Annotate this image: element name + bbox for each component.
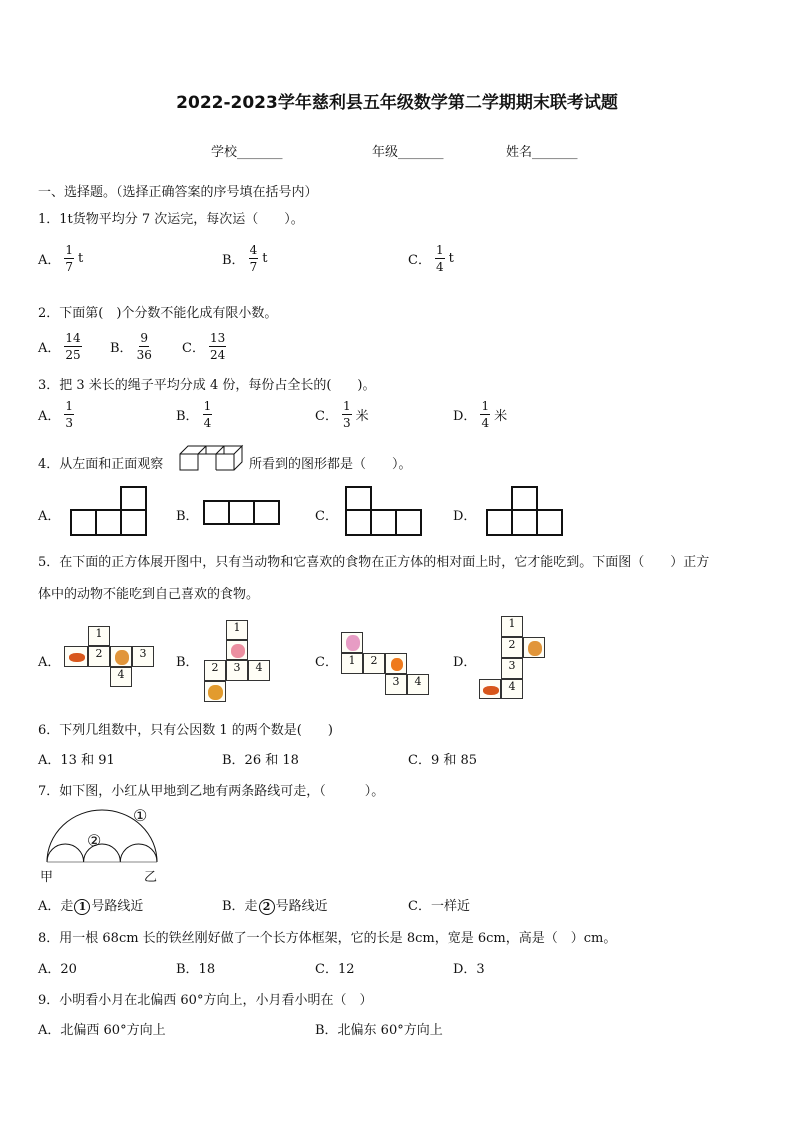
net-cell-3: 3 (501, 658, 523, 679)
q1-option-b (222, 244, 267, 273)
square (253, 500, 280, 525)
start-point-label: 甲 (40, 870, 54, 885)
cube-stack-figure (178, 442, 246, 472)
route-1-label: ① (133, 806, 148, 825)
denominator: 7 (249, 260, 258, 274)
option-suffix: 号路线近 (91, 899, 144, 914)
square (395, 509, 422, 536)
square (95, 509, 122, 536)
q7-option-a (38, 895, 143, 915)
net-cell-4: 4 (501, 679, 523, 699)
numerator: 1 (342, 399, 351, 413)
fraction (342, 400, 352, 429)
numerator: 4 (249, 243, 258, 257)
square (536, 509, 563, 536)
denominator: 4 (435, 260, 444, 274)
denominator: 4 (203, 416, 212, 430)
section-heading: 一、选择题。（选择正确答案的序号填在括号内） (38, 185, 318, 200)
numerator: 14 (65, 331, 81, 345)
option-label: D． (453, 409, 477, 424)
option-label: B． (110, 341, 133, 356)
square (486, 509, 513, 536)
net-cell-cat (523, 637, 545, 658)
unit: 米 (355, 409, 369, 424)
fish-icon (483, 686, 499, 695)
q3-option-d (453, 400, 507, 429)
denominator: 3 (342, 416, 351, 430)
q4-option-b-label: B． (176, 509, 199, 524)
unit: 米 (494, 409, 508, 424)
q9-option-b: B．北偏东 60°方向上 (315, 1023, 443, 1038)
carrot-icon (391, 658, 403, 671)
q7-option-c: C．一样近 (408, 899, 470, 914)
net-cell-1: 1 (88, 626, 110, 646)
q9-option-a: A．北偏西 60°方向上 (38, 1023, 166, 1038)
q2-stem: 2．下面第( )个分数不能化成有限小数。 (38, 306, 278, 321)
q8-option-b: B．18 (176, 962, 216, 977)
numerator: 1 (203, 399, 212, 413)
denominator: 3 (65, 416, 74, 430)
net-cell-4: 4 (407, 674, 429, 695)
fraction (137, 332, 152, 361)
square (345, 486, 372, 511)
square (203, 500, 230, 525)
denominator: 25 (65, 348, 81, 362)
q6-option-c: C．9 和 85 (408, 753, 478, 768)
q4-option-d-label: D． (453, 509, 477, 524)
q5-option-b-label: B． (176, 655, 199, 670)
net-cell-3: 3 (385, 674, 407, 695)
school-field: 学校_______ (211, 145, 283, 160)
q4-option-a-label: A． (38, 509, 61, 524)
square (370, 509, 397, 536)
square (345, 509, 372, 536)
net-cell-2: 2 (204, 660, 226, 681)
fraction (64, 332, 81, 361)
q6-option-a: A．13 和 91 (38, 753, 115, 768)
unit: t (448, 251, 454, 266)
peach-icon (231, 644, 245, 658)
fraction (64, 244, 74, 273)
cat-icon (528, 641, 542, 656)
square (120, 509, 147, 536)
square (70, 509, 97, 536)
fraction (435, 244, 445, 273)
net-cell-3: 3 (226, 660, 248, 681)
net-cell-monkey (204, 681, 226, 702)
circled-number: 1 (74, 899, 90, 915)
net-cell-fish (479, 679, 501, 699)
q3-option-a (38, 400, 74, 429)
fish-icon (69, 653, 85, 662)
route-2-label: ② (87, 831, 102, 850)
numerator: 1 (481, 399, 490, 413)
q8-option-d: D．3 (453, 962, 485, 977)
end-point-label: 乙 (144, 870, 158, 885)
square (511, 509, 538, 536)
q7-stem: 7．如下图，小红从甲地到乙地有两条路线可走，（ ）。 (38, 784, 385, 799)
option-label: A． (38, 253, 61, 268)
option-label: B． (222, 253, 245, 268)
q1-option-c (408, 244, 454, 273)
q3-option-b (176, 400, 212, 429)
net-cell-4: 4 (248, 660, 270, 681)
square (511, 486, 538, 511)
q2-option-b (110, 332, 152, 361)
fraction (480, 400, 490, 429)
denominator: 4 (481, 416, 490, 430)
fraction (64, 400, 74, 429)
option-label: B． (176, 409, 199, 424)
q5-stem-line1: 5．在下面的正方体展开图中，只有当动物和它喜欢的食物在正方体的相对面上时，它才能吃到。下面图（ ）正方 (38, 555, 710, 570)
q5-stem-line2: 体中的动物不能吃到自己喜欢的食物。 (38, 587, 260, 602)
q2-option-a (38, 332, 82, 361)
net-cell-4: 4 (110, 667, 132, 687)
q8-option-c: C．12 (315, 962, 355, 977)
q6-stem: 6．下列几组数中，只有公因数 1 的两个数是( ) (38, 723, 333, 738)
square (120, 486, 147, 511)
net-cell-peach (226, 640, 248, 660)
net-cell-1: 1 (226, 620, 248, 640)
fraction (209, 332, 226, 361)
net-cell-rabbit (341, 632, 363, 653)
monkey-icon (208, 685, 223, 700)
net-cell-3: 3 (132, 646, 154, 667)
denominator: 24 (209, 348, 226, 362)
q5-option-a-label: A． (38, 655, 61, 670)
option-prefix: B．走 (222, 899, 258, 914)
q8-option-a: A．20 (38, 962, 77, 977)
option-suffix: 号路线近 (275, 899, 328, 914)
square (228, 500, 255, 525)
fraction (203, 400, 213, 429)
net-cell-2: 2 (88, 646, 110, 667)
numerator: 1 (435, 243, 444, 257)
page-title: 2022-2023学年慈利县五年级数学第二学期期末联考试题 (176, 93, 618, 113)
q3-option-c (315, 400, 369, 429)
option-label: C． (315, 409, 338, 424)
unit: t (262, 251, 268, 266)
q7-option-b (222, 895, 328, 915)
net-cell-fish (64, 646, 88, 667)
denominator: 36 (136, 348, 152, 362)
rabbit-icon (346, 635, 360, 651)
option-prefix: A．走 (38, 899, 74, 914)
option-label: A． (38, 341, 61, 356)
net-cell-2: 2 (363, 653, 385, 674)
option-label: A． (38, 409, 61, 424)
q4-stem-part1: 4．从左面和正面观察 (38, 457, 164, 472)
q4-stem-part2: 所看到的图形都是（ ）。 (249, 457, 412, 472)
q9-stem: 9．小明看小月在北偏西 60°方向上，小月看小明在（ ） (38, 993, 373, 1008)
q3-stem: 3．把 3 米长的绳子平均分成 4 份，每份占全长的( )。 (38, 378, 376, 393)
net-cell-2: 2 (501, 637, 523, 658)
net-cell-1: 1 (501, 616, 523, 637)
grade-field: 年级_______ (372, 145, 444, 160)
denominator: 7 (65, 260, 74, 274)
numerator: 9 (140, 331, 149, 345)
q4-option-c-label: C． (315, 509, 338, 524)
q2-option-c (182, 332, 226, 361)
net-cell-cat (110, 646, 132, 667)
q5-option-c-label: C． (315, 655, 338, 670)
q1-stem: 1．1t货物平均分 7 次运完，每次运（ ）。 (38, 212, 304, 227)
numerator: 1 (65, 243, 74, 257)
net-cell-carrot (385, 653, 407, 674)
fraction (249, 244, 259, 273)
numerator: 13 (209, 331, 226, 345)
option-label: C． (408, 253, 431, 268)
q6-option-b: B．26 和 18 (222, 753, 299, 768)
q8-stem: 8．用一根 68cm 长的铁丝刚好做了一个长方体框架，它的长是 8cm，宽是 6cm，高是（ ）cm。 (38, 931, 617, 946)
net-cell-1: 1 (341, 653, 363, 674)
option-label: C． (182, 341, 205, 356)
route-2-arcs (47, 844, 157, 862)
name-field: 姓名_______ (506, 145, 578, 160)
q1-option-a (38, 244, 83, 273)
numerator: 1 (65, 399, 74, 413)
unit: t (78, 251, 84, 266)
cat-icon (115, 650, 129, 665)
q5-option-d-label: D． (453, 655, 477, 670)
circled-number: 2 (259, 899, 275, 915)
